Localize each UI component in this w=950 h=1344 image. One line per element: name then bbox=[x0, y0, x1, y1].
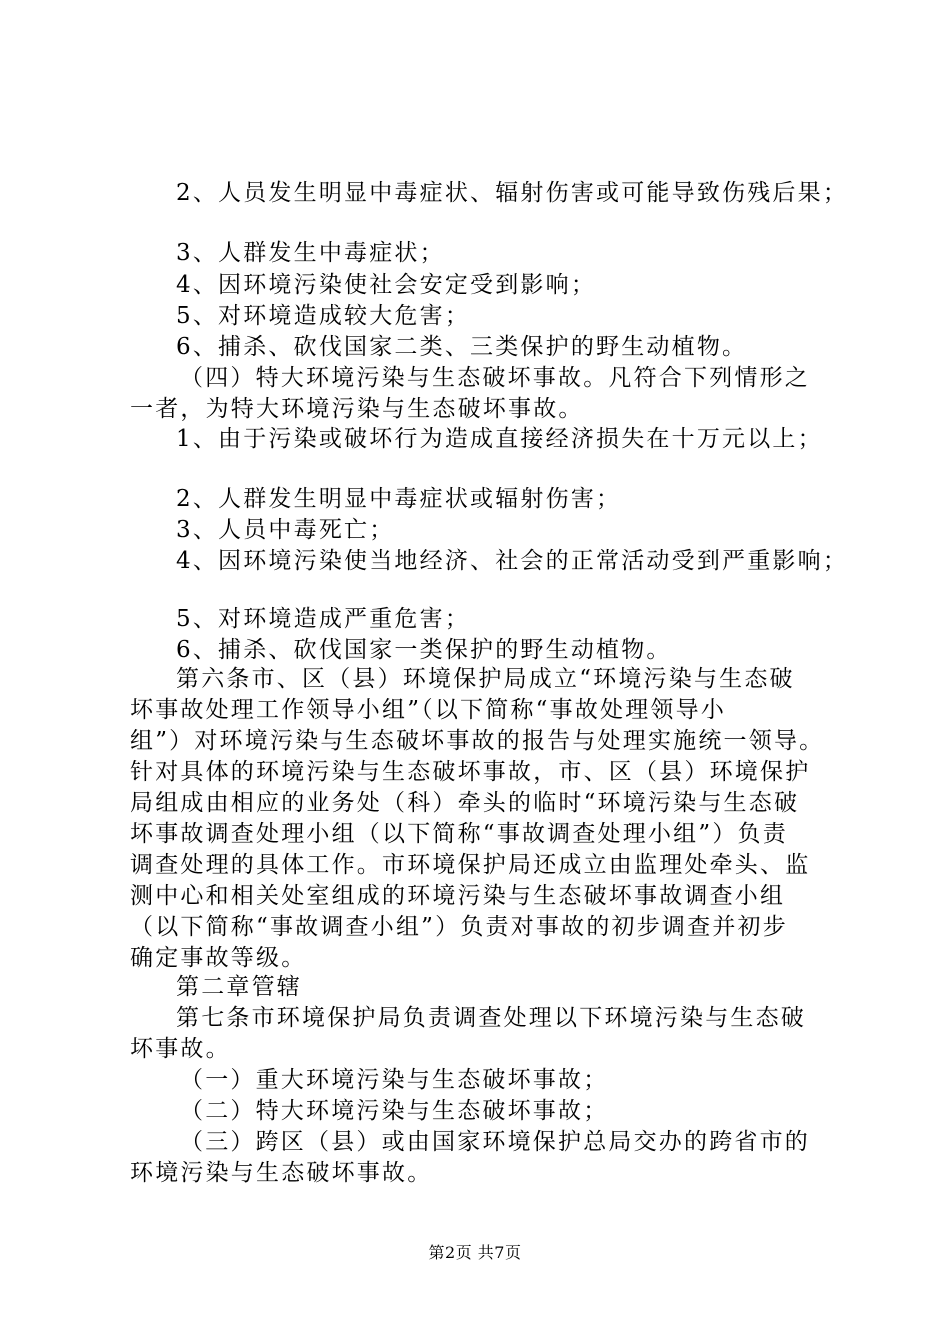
text-line: 组”）对环境污染与生态破坏事故的报告与处理实施统一领导。 bbox=[130, 728, 825, 754]
text-line: 6、捕杀、砍伐国家二类、三类保护的野生动植物。 bbox=[176, 334, 748, 360]
text-line: 测中心和相关处室组成的环境污染与生态破坏事故调查小组 bbox=[130, 883, 786, 909]
text-line: 坏事故。 bbox=[130, 1036, 231, 1062]
text-line: 局组成由相应的业务处（科）牵头的临时“环境污染与生态破 bbox=[130, 790, 800, 816]
text-line: 1、由于污染或破坏行为造成直接经济损失在十万元以上； bbox=[176, 426, 823, 452]
text-line: 环境污染与生态破坏事故。 bbox=[130, 1160, 433, 1186]
text-line: （一）重大环境污染与生态破坏事故； bbox=[180, 1067, 609, 1093]
text-line: 确定事故等级。 bbox=[130, 945, 307, 971]
text-line: 4、因环境污染使当地经济、社会的正常活动受到严重影响； bbox=[176, 548, 849, 574]
text-line: （二）特大环境污染与生态破坏事故； bbox=[180, 1098, 609, 1124]
text-line: 第六条市、区（县）环境保护局成立“环境污染与生态破 bbox=[176, 666, 795, 692]
text-line: 第七条市环境保护局负责调查处理以下环境污染与生态破 bbox=[176, 1005, 806, 1031]
text-line: 5、对环境造成较大危害； bbox=[176, 303, 471, 329]
chapter-heading: 第二章管辖 bbox=[176, 974, 302, 1000]
text-line: （四）特大环境污染与生态破坏事故。凡符合下列情形之 bbox=[180, 365, 810, 391]
page-number: 第2页 共7页 bbox=[428, 1243, 522, 1262]
text-line: 4、因环境污染使社会安定受到影响； bbox=[176, 272, 597, 298]
text-line: 调查处理的具体工作。市环境保护局还成立由监理处牵头、监 bbox=[130, 852, 811, 878]
text-line: （三）跨区（县）或由国家环境保护总局交办的跨省市的 bbox=[180, 1129, 810, 1155]
text-line: 6、捕杀、砍伐国家一类保护的野生动植物。 bbox=[176, 637, 672, 663]
text-line: 2、人员发生明显中毒症状、辐射伤害或可能导致伤残后果； bbox=[176, 180, 849, 206]
text-line: 针对具体的环境污染与生态破坏事故，市、区（县）环境保护 bbox=[130, 759, 811, 785]
text-line: 3、人员中毒死亡； bbox=[176, 517, 395, 543]
text-line: 3、人群发生中毒症状； bbox=[176, 240, 445, 266]
text-line: 一者，为特大环境污染与生态破坏事故。 bbox=[130, 396, 584, 422]
text-line: （以下简称“事故调查小组”）负责对事故的初步调查并初步 bbox=[130, 914, 788, 940]
text-line: 坏事故调查处理小组（以下简称“事故调查处理小组”）负责 bbox=[130, 821, 788, 847]
text-line: 2、人群发生明显中毒症状或辐射伤害； bbox=[176, 486, 622, 512]
text-line: 5、对环境造成严重危害； bbox=[176, 606, 471, 632]
text-line: 坏事故处理工作领导小组”（以下简称“事故处理领导小 bbox=[130, 697, 727, 723]
